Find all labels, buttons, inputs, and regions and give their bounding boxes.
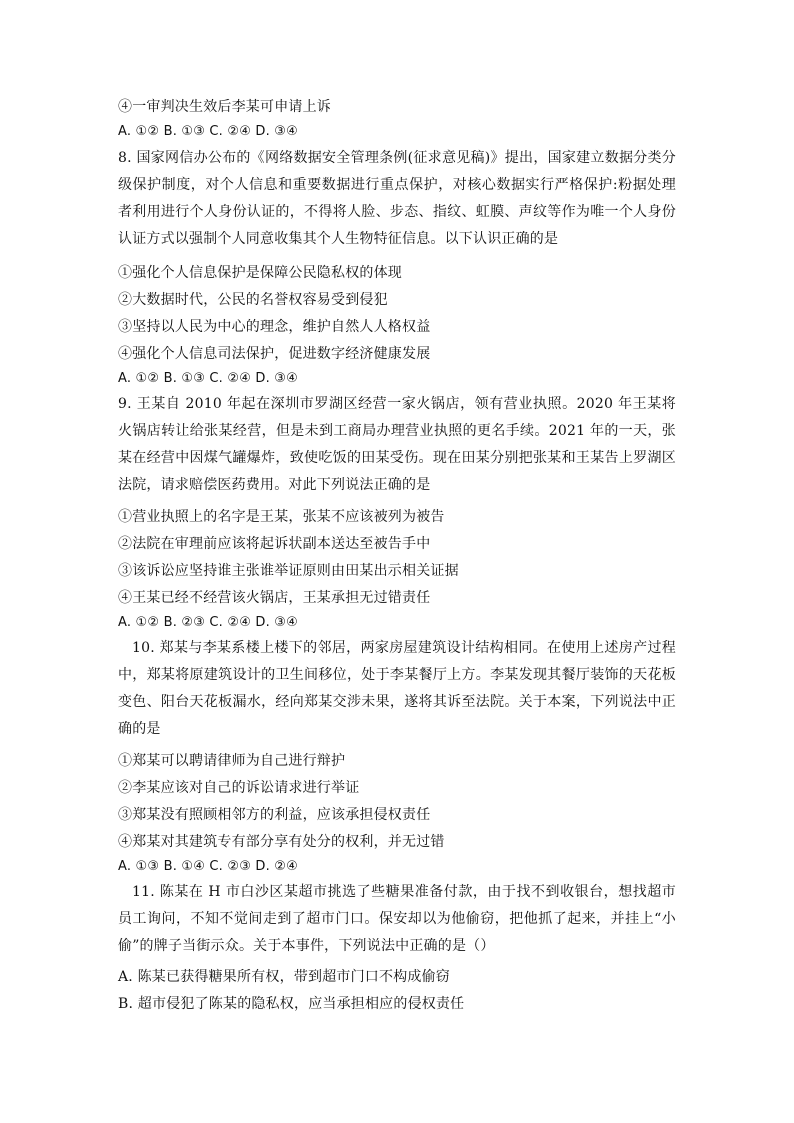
q10-statement-1: ①郑某可以聘请律师为自己进行辩护 <box>118 753 346 769</box>
question-8-stem: 8. 国家网信办公布的《网络数据安全管理条例(征求意见稿)》提出，国家建立数据分类分级保护制度，对个人信息和重要数据进行重点保护，对核心数据实行严格保护:粉据处理者利用进行个人身份认证的，不得将人脸、步态、指纹、虹膜、声纹等作为唯一个人身份认证方式以强制个人同意收集其个人生物特征信息。以下认识正确的是 <box>118 150 676 247</box>
q9-statement-3: ③该诉讼应坚持谁主张谁举证原则由田某出示相关证据 <box>118 563 459 579</box>
q9-statement-2: ②法院在审理前应该将起诉状副本送达至被告手中 <box>118 536 431 552</box>
q8-statement-3: ③坚持以人民为中心的理念，维护自然人人格权益 <box>118 319 431 335</box>
statement-4: ④一审判决生效后李某可申请上诉 <box>118 99 331 115</box>
q11-option-a: A. 陈某已获得糖果所有权，带到超市门口不构成偷窃 <box>118 969 451 985</box>
q8-answer-choices: A. ①② B. ①③ C. ②④ D. ③④ <box>118 371 298 386</box>
question-10-stem: 10. 郑某与李某系楼上楼下的邻居，两家房屋建筑设计结构相同。在使用上述房产过程中，郑某将原建筑设计的卫生间移位，处于李某餐厅上方。李某发现其餐厅装饰的天花板变色、阳台天花板漏水，经向郑某交涉未果，遂将其诉至法院。关于本案，下列说法中正确的是 <box>118 640 676 737</box>
answer-choices: A. ①② B. ①③ C. ②④ D. ③④ <box>118 124 298 139</box>
q11-option-b: B. 超市侵犯了陈某的隐私权，应当承担相应的侵权责任 <box>118 996 465 1012</box>
q8-statement-4: ④强化个人信息司法保护，促进数字经济健康发展 <box>118 346 431 362</box>
question-9-stem: 9. 王某自 2010 年起在深圳市罗湖区经营一家火锅店，领有营业执照。2020 年王某将火锅店转让给张某经营，但是未到工商局办理营业执照的更名手续。2021 年的一天，张某在经营中因煤气罐爆炸，致使吃饭的田某受伤。现在田某分别把张某和王某告上罗湖区法院，请求赔偿医药费用。对此下列说法正确的是 <box>118 396 676 493</box>
q9-statement-4: ④王某已经不经营该火锅店，王某承担无过错责任 <box>118 590 431 606</box>
question-11-stem: 11. 陈某在 H 市白沙区某超市挑选了些糖果准备付款，由于找不到收银台，想找超市员工询问，不知不觉间走到了超市门口。保安却以为他偷窃，把他抓了起来，并挂上“小偷”的牌子当街示众。关于本事件，下列说法中正确的是（） <box>118 884 676 954</box>
q8-statement-2: ②大数据时代，公民的名誉权容易受到侵犯 <box>118 292 388 308</box>
q10-answer-choices: A. ①③ B. ①④ C. ②③ D. ②④ <box>118 859 298 874</box>
q10-statement-3: ③郑某没有照顾相邻方的利益，应该承担侵权责任 <box>118 807 431 823</box>
q10-statement-2: ②李某应该对自己的诉讼请求进行举证 <box>118 780 360 796</box>
q9-answer-choices: A. ①② B. ②③ C. ②④ D. ③④ <box>118 615 298 630</box>
q10-statement-4: ④郑某对其建筑专有部分享有处分的权利，并无过错 <box>118 834 445 850</box>
q9-statement-1: ①营业执照上的名字是王某，张某不应该被列为被告 <box>118 509 445 525</box>
q8-statement-1: ①强化个人信息保护是保障公民隐私权的体现 <box>118 265 402 281</box>
